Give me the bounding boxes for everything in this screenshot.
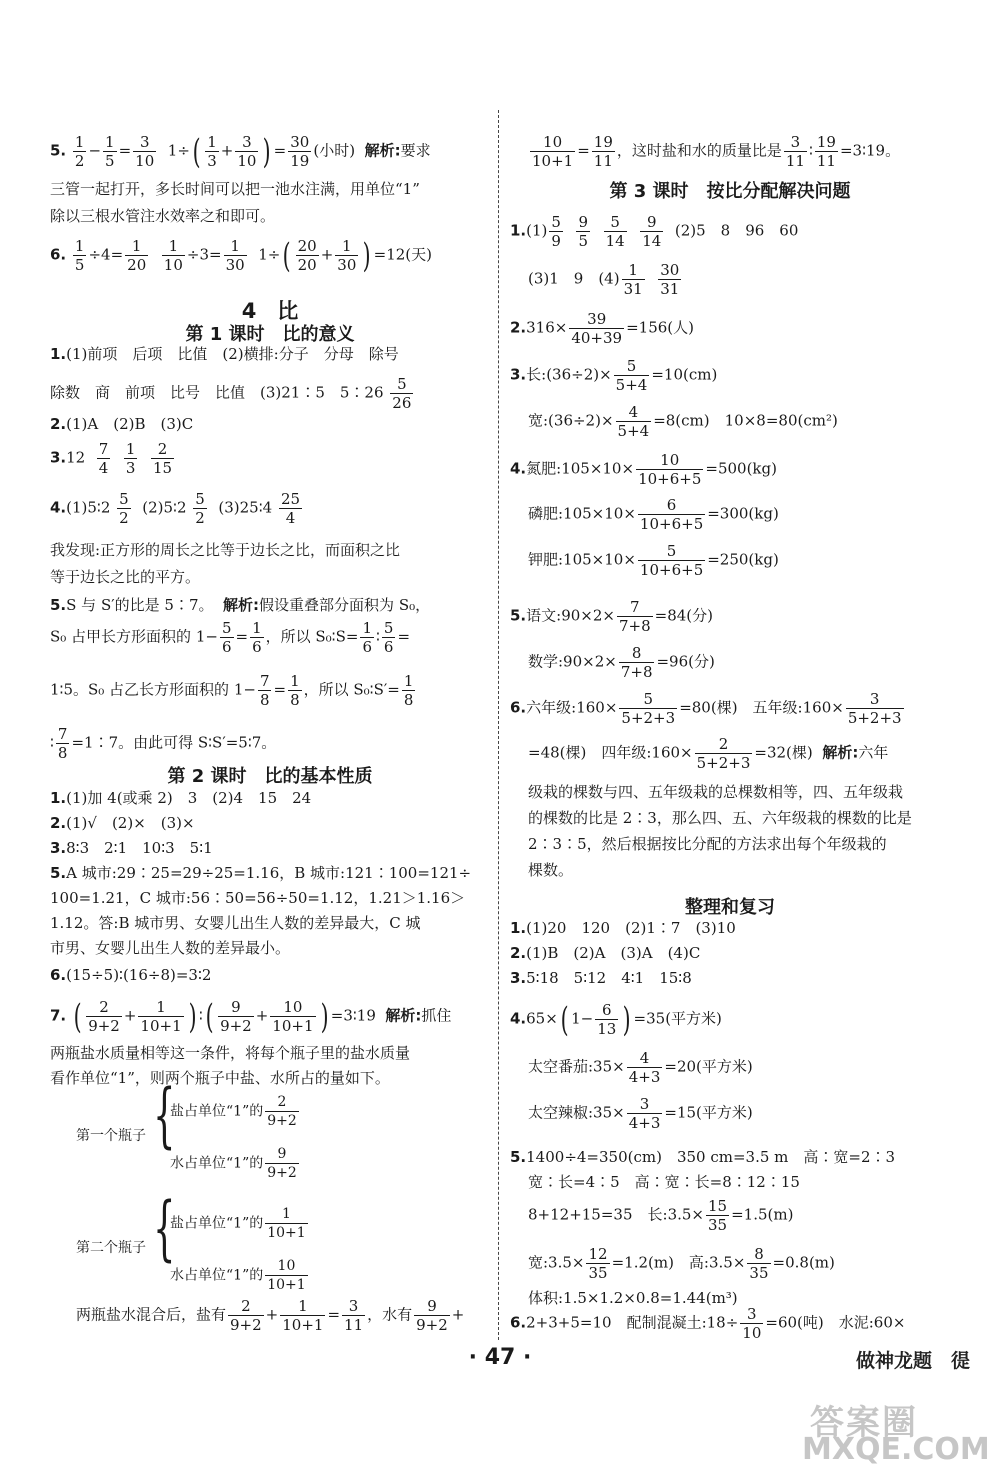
mix-line: 两瓶盐水混合后，盐有 $\frac{2}{9+2}$ + $\frac{1}{10+1}$ = $\frac{3}{11}$ ，水有 $\frac{9}{9+2}$ + [76, 1297, 465, 1334]
l3-answer-5a: 5.语文:90×2× $\frac{7}{7+8}$ =84(分) [510, 598, 713, 635]
l2-answer-5-line1: 5.A 城市:29∶25=29÷25=1.16，B 城市:121∶100=121÷ [50, 864, 472, 882]
l2-answer-7: 7. ( $\frac{2}{9+2}$ + $\frac{1}{10+1}$ ) ∶( $\frac{9}{9+2}$ + $\frac{10}{10+1}$ ) =3∶19 解析:抓住 [50, 996, 452, 1037]
review-answer-4a: 4.65×( 1− $\frac{6}{13}$ ) =35(平方米) [510, 999, 722, 1040]
l1-answer-5-line2: S₀ 占甲长方形面积的 1− $\frac{5}{6}$ = $\frac{1}{6}$ ，所以 S₀∶S= $\frac{1}{6}$ ∶ $\frac{5}{6}$ = [50, 619, 411, 656]
l2-answer-7-text1: 两瓶盐水质量相等这一条件，将每个瓶子里的盐水质量 [50, 1044, 411, 1062]
l3-answer-2: 2.316× $\frac{39}{40+39}$ =156(人) [510, 310, 694, 347]
l3-answer-5b: 数学:90×2× $\frac{8}{7+8}$ =96(分) [528, 644, 715, 681]
review-answer-5-line1: 5.1400÷4=350(cm) 350 cm=3.5 m 高∶宽=2∶3 [510, 1148, 896, 1166]
watermark-logo: 答案圈 [810, 1403, 918, 1443]
bottle-2-salt: 盐占单位“1”的 $\frac{1}{10+1}$ [170, 1206, 306, 1241]
chapter-title: 4 比 [241, 299, 299, 323]
brand-text: 做神龙题 徥 [856, 1350, 971, 1372]
l3-answer-1: 1.(1) $\frac{5}{9}$ $\frac{9}{5}$ $\frac{5}{14}$ $\frac{9}{14}$ (2)5 8 96 60 [510, 213, 799, 250]
l3-answer-6-text1: 级栽的棵数与四、五年级栽的总棵数相等，四、五年级栽 [528, 783, 904, 801]
review-answer-6: 6.2+3+5=10 配制混凝土:18÷ $\frac{3}{10}$ =60(吨) 水泥:60× [510, 1305, 906, 1342]
l2-answer-5-line4: 市男、女婴儿出生人数的差异最小。 [50, 939, 291, 957]
l1-answer-3: 3.12 $\frac{7}{4}$ $\frac{1}{3}$ $\frac{2}{15}$ [50, 440, 173, 477]
l1-answer-4-note2: 等于边长之比的平方。 [50, 568, 201, 586]
l1-answer-4: 4.(1)5∶2 $\frac{5}{2}$ (2)5∶2 $\frac{5}{2}$ (3)25∶4 $\frac{25}{4}$ [50, 490, 301, 527]
l1-answer-5-line3: 1∶5。S₀ 占乙长方形面积的 1− $\frac{7}{8}$ = $\frac{1}{8}$ ，所以 S₀∶S′= $\frac{1}{8}$ [50, 672, 414, 709]
watermark-url: MXQE.COM [802, 1432, 990, 1467]
bottle-2-brace: { [153, 1187, 176, 1269]
bottle-1-salt: 盐占单位“1”的 $\frac{2}{9+2}$ [170, 1094, 297, 1129]
l1-answer-5-line4: ∶ $\frac{7}{8}$ =1∶7。由此可得 S∶S′=5∶7。 [50, 725, 277, 762]
bottle-2-label: 第二个瓶子 [76, 1240, 146, 1256]
l2-answer-7-text2: 看作单位“1”，则两个瓶子中盐、水所占的量如下。 [50, 1069, 390, 1087]
l3-answer-4c: 钾肥:105×10× $\frac{5}{10+6+5}$ =250(kg) [528, 542, 779, 579]
bottle-1-label: 第一个瓶子 [76, 1128, 146, 1144]
lesson-2-title: 第 2 课时 比的基本性质 [167, 766, 373, 787]
bottle-1-brace: { [153, 1074, 176, 1156]
review-answer-1: 1.(1)20 120 (2)1∶7 (3)10 [510, 919, 736, 937]
page-number: · 47 · [468, 1345, 532, 1370]
review-answer-4b: 太空番茄:35× $\frac{4}{4+3}$ =20(平方米) [528, 1049, 753, 1086]
l1-answer-1-line2: 除数 商 前项 比号 比值 (3)21∶5 5∶26 $\frac{5}{26}$ [50, 375, 412, 412]
l1-answer-1-line1: 1.(1)前项 后项 比值 (2)横排:分子 分母 除号 [50, 345, 399, 363]
l3-answer-6b: =48(棵) 四年级:160× $\frac{2}{5+2+3}$ =32(棵) 解析:六年 [528, 735, 889, 772]
review-answer-5-line4: 宽:3.5× $\frac{12}{35}$ =1.2(m) 高:3.5× $\frac{8}{35}$ =0.8(m) [528, 1245, 835, 1282]
review-answer-3: 3.5∶18 5∶12 4∶1 15∶8 [510, 969, 692, 987]
l2-answer-2: 2.(1)√ (2)× (3)× [50, 814, 195, 832]
lesson-3-title: 第 3 课时 按比分配解决问题 [609, 181, 851, 202]
lesson-1-title: 第 1 课时 比的意义 [185, 324, 355, 345]
l3-answer-4b: 磷肥:105×10× $\frac{6}{10+6+5}$ =300(kg) [528, 496, 779, 533]
answer-6: 6. $\frac{1}{5}$ ÷4= $\frac{1}{20}$ $\frac{1}{10}$ ÷3= $\frac{1}{30}$ 1÷( $\frac{20}{20}$ + $\frac{1}{30}$ ) =12(天) [50, 235, 433, 276]
l2-answer-6: 6.(15÷5)∶(16÷8)=3∶2 [50, 966, 212, 984]
answer-5-line2: 三管一起打开，多长时间可以把一池水注满，用单位“1” [50, 180, 420, 198]
l1-answer-4-note1: 我发现:正方形的周长之比等于边长之比，而面积之比 [50, 541, 401, 559]
answer-5-line3: 除以三根水管注水效率之和即可。 [50, 207, 276, 225]
l3-answer-3a: 3.长:(36÷2)× $\frac{5}{5+4}$ =10(cm) [510, 357, 718, 394]
l3-answer-4a: 4.氮肥:105×10× $\frac{10}{10+6+5}$ =500(kg) [510, 451, 777, 488]
l3-answer-6-text3: 2∶3∶5，然后根据按比分配的方法求出每个年级栽的 [528, 835, 887, 853]
column-divider [498, 110, 499, 1340]
l2-answer-1: 1.(1)加 4(或乘 2) 3 (2)4 15 24 [50, 789, 312, 807]
review-answer-5-line5: 体积:1.5×1.2×0.8=1.44(m³) [528, 1289, 738, 1307]
l2-answer-5-line2: 100=1.21，C 城市:56∶50=56÷50=1.12，1.21＞1.16＞ [50, 889, 466, 907]
l2-answer-3: 3.8∶3 2∶1 10∶3 5∶1 [50, 839, 213, 857]
l3-answer-3b: 宽:(36÷2)× $\frac{4}{5+4}$ =8(cm) 10×8=80(cm²) [528, 403, 838, 440]
l3-answer-6-text2: 的棵数的比是 2∶3，那么四、五、六年级栽的棵数的比是 [528, 809, 912, 827]
l3-answer-6-text4: 棵数。 [528, 861, 574, 879]
review-answer-2: 2.(1)B (2)A (3)A (4)C [510, 944, 701, 962]
l1-answer-5-line1: 5.S 与 S′的比是 5∶7。 解析:假设重叠部分面积为 S₀， [50, 596, 431, 614]
l1-answer-2: 2.(1)A (2)B (3)C [50, 415, 194, 433]
answer-5-line1: 5. $\frac{1}{2}$ − $\frac{1}{5}$ = $\frac{3}{10}$ 1÷( $\frac{1}{3}$ + $\frac{3}{10}$ ) = $\frac{30}{19}$ (小时) 解析:要求 [50, 131, 431, 172]
review-title: 整理和复习 [685, 897, 775, 918]
l3-answer-6a: 6.六年级:160× $\frac{5}{5+2+3}$ =80(棵) 五年级:160× $\frac{3}{5+2+3}$ [510, 690, 902, 727]
review-answer-5-line2: 宽∶长=4∶5 高∶宽∶长=8∶12∶15 [528, 1173, 800, 1191]
l2-answer-5-line3: 1.12。答:B 城市男、女婴儿出生人数的差异最大，C 城 [50, 914, 421, 932]
bottle-1-water: 水占单位“1”的 $\frac{9}{9+2}$ [170, 1146, 297, 1181]
continued-line: $\frac{10}{10+1}$ = $\frac{19}{11}$ ，这时盐和水的质量比是 $\frac{3}{11}$ ∶ $\frac{19}{11}$ =3∶19。 [532, 133, 901, 170]
review-answer-4c: 太空辣椒:35× $\frac{3}{4+3}$ =15(平方米) [528, 1095, 753, 1132]
review-answer-5-line3: 8+12+15=35 长:3.5× $\frac{15}{35}$ =1.5(m) [528, 1197, 794, 1234]
l3-answer-1-cont: (3)1 9 (4) $\frac{1}{31}$ $\frac{30}{31}$ [528, 261, 680, 298]
bottle-2-water: 水占单位“1”的 $\frac{10}{10+1}$ [170, 1258, 306, 1293]
